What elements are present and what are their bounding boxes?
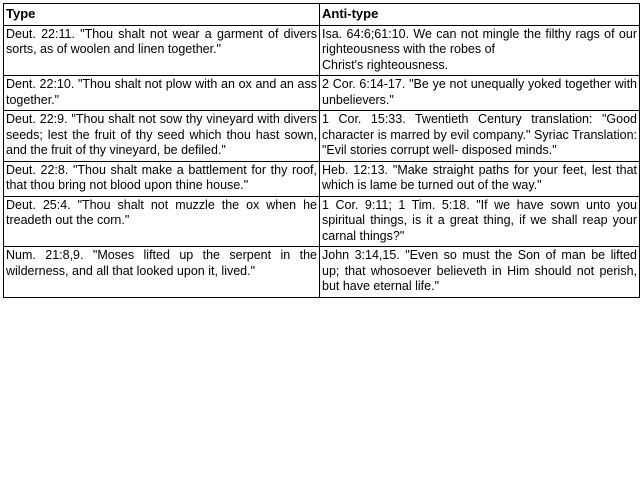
cell-type bbox=[4, 196, 320, 247]
table-row bbox=[4, 25, 640, 76]
cell-text: Christ's righteousness. bbox=[322, 57, 449, 72]
cell-text: 2 Cor. 6:14-17. "Be ye not unequally yoked together with unbelievers." bbox=[322, 77, 637, 107]
table-header-row bbox=[4, 4, 640, 26]
cell-antitype bbox=[320, 76, 640, 111]
cell-text: John 3:14,15. "Even so must the Son of man be lifted up; that whosoever believeth in Him should not perish, but have eternal life." bbox=[322, 248, 637, 293]
cell-antitype bbox=[320, 111, 640, 162]
table-row bbox=[4, 111, 640, 162]
cell-type bbox=[4, 76, 320, 111]
column-header-antitype: Anti-type bbox=[320, 4, 640, 26]
table-row bbox=[4, 196, 640, 247]
cell-text: Deut. 22:11. "Thou shalt not wear a garment of divers sorts, as of woolen and linen together." bbox=[6, 26, 317, 56]
cell-text: Num. 21:8,9. "Moses lifted up the serpent in the wilderness, and all that looked upon it, lived." bbox=[6, 248, 317, 278]
cell-type bbox=[4, 111, 320, 162]
table-row bbox=[4, 76, 640, 111]
cell-type bbox=[4, 247, 320, 298]
cell-antitype bbox=[320, 247, 640, 298]
cell-text: Heb. 12:13. "Make straight paths for your feet, lest that which is lame be turned out of the way." bbox=[322, 162, 637, 192]
table-row bbox=[4, 161, 640, 196]
cell-antitype bbox=[320, 161, 640, 196]
table-row bbox=[4, 247, 640, 298]
cell-antitype bbox=[320, 196, 640, 247]
cell-text: Deut. 25:4. "Thou shalt not muzzle the ox when he treadeth out the corn." bbox=[6, 197, 317, 227]
cell-text: 1 Cor. 15:33. Twentieth Century translation: "Good character is marred by evil company." Syriac Translation: "Evil stories corrupt well- disposed minds." bbox=[322, 112, 637, 157]
cell-text: Deut. 22:8. "Thou shalt make a battlement for thy roof, that thou bring not blood upon thine house." bbox=[6, 162, 317, 192]
cell-text: Dent. 22:10. "Thou shalt not plow with an ox and an ass together." bbox=[6, 77, 317, 107]
cell-type bbox=[4, 25, 320, 76]
type-antitype-table bbox=[3, 3, 640, 298]
cell-text: 1 Cor. 9:11; 1 Tim. 5:18. "If we have sown unto you spiritual things, is it a great thing, if we shall reap your carnal things?" bbox=[322, 197, 637, 243]
column-header-type: Type bbox=[4, 4, 320, 26]
cell-type bbox=[4, 161, 320, 196]
cell-antitype bbox=[320, 25, 640, 76]
cell-text: Deut. 22:9. "Thou shalt not sow thy vineyard with divers seeds; lest the fruit of thy seed which thou hast sown, and the fruit of thy vineyard, be defiled." bbox=[6, 112, 317, 157]
cell-text: Isa. 64:6;61:10. We can not mingle the filthy rags of our righteousness with the robes of bbox=[322, 26, 637, 56]
